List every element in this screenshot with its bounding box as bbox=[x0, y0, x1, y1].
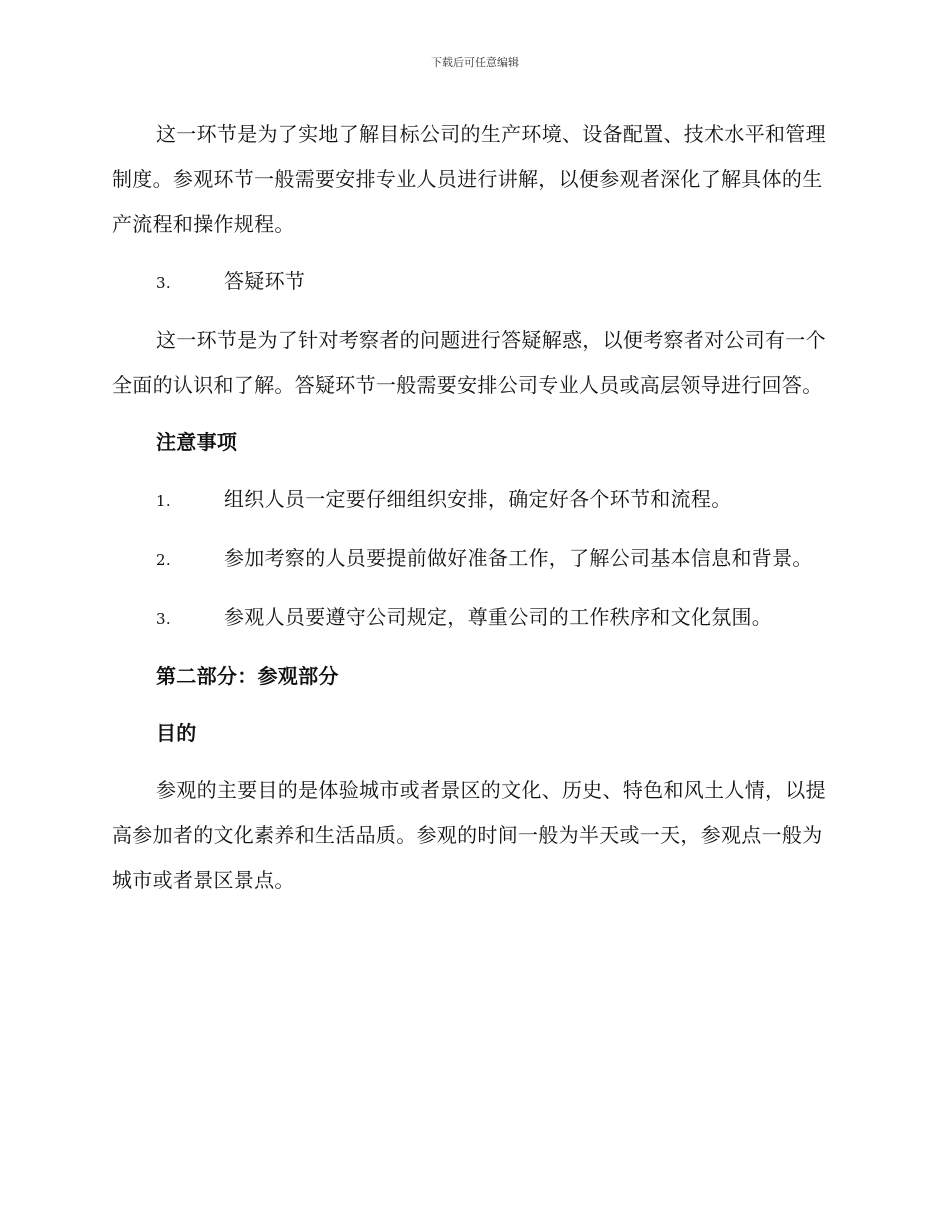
list-item-note-2 bbox=[112, 536, 832, 583]
list-item-note-3 bbox=[112, 595, 832, 642]
heading-notes: 注意事项 bbox=[156, 430, 238, 454]
heading-part-two: 第二部分：参观部分 bbox=[156, 664, 339, 688]
list-item-qa-section bbox=[112, 259, 832, 306]
document-body bbox=[112, 112, 832, 915]
paragraph-qa: 这一环节是为了针对考察者的问题进行答疑解惑，以便考察者对公司有一个全面的认识和了解。答疑环节一般需要安排公司专业人员或高层领导进行回答。 bbox=[112, 328, 826, 397]
list-item-text: 参加考察的人员要提前做好准备工作，了解公司基本信息和背景。 bbox=[224, 546, 813, 570]
paragraph-site-visit: 这一环节是为了实地了解目标公司的生产环境、设备配置、技术水平和管理制度。参观环节一般需要安排专业人员进行讲解，以便参观者深化了解具体的生产流程和操作规程。 bbox=[112, 122, 826, 236]
list-number: 3. bbox=[156, 610, 171, 628]
list-item-text: 组织人员一定要仔细组织安排，确定好各个环节和流程。 bbox=[224, 487, 732, 511]
list-item-label: 答疑环节 bbox=[224, 269, 306, 293]
list-number: 3. bbox=[156, 274, 171, 292]
list-number: 1. bbox=[156, 492, 171, 510]
list-item-text: 参观人员要遵守公司规定，尊重公司的工作秩序和文化氛围。 bbox=[224, 605, 773, 629]
page-header-note: 下载后可任意编辑 bbox=[431, 56, 519, 69]
heading-goal: 目的 bbox=[156, 721, 197, 745]
paragraph-goal: 参观的主要目的是体验城市或者景区的文化、历史、特色和风土人情，以提高参加者的文化素养和生活品质。参观的时间一般为半天或一天，参观点一般为城市或者景区景点。 bbox=[112, 778, 826, 892]
list-item-note-1 bbox=[112, 477, 832, 524]
list-number: 2. bbox=[156, 551, 171, 569]
